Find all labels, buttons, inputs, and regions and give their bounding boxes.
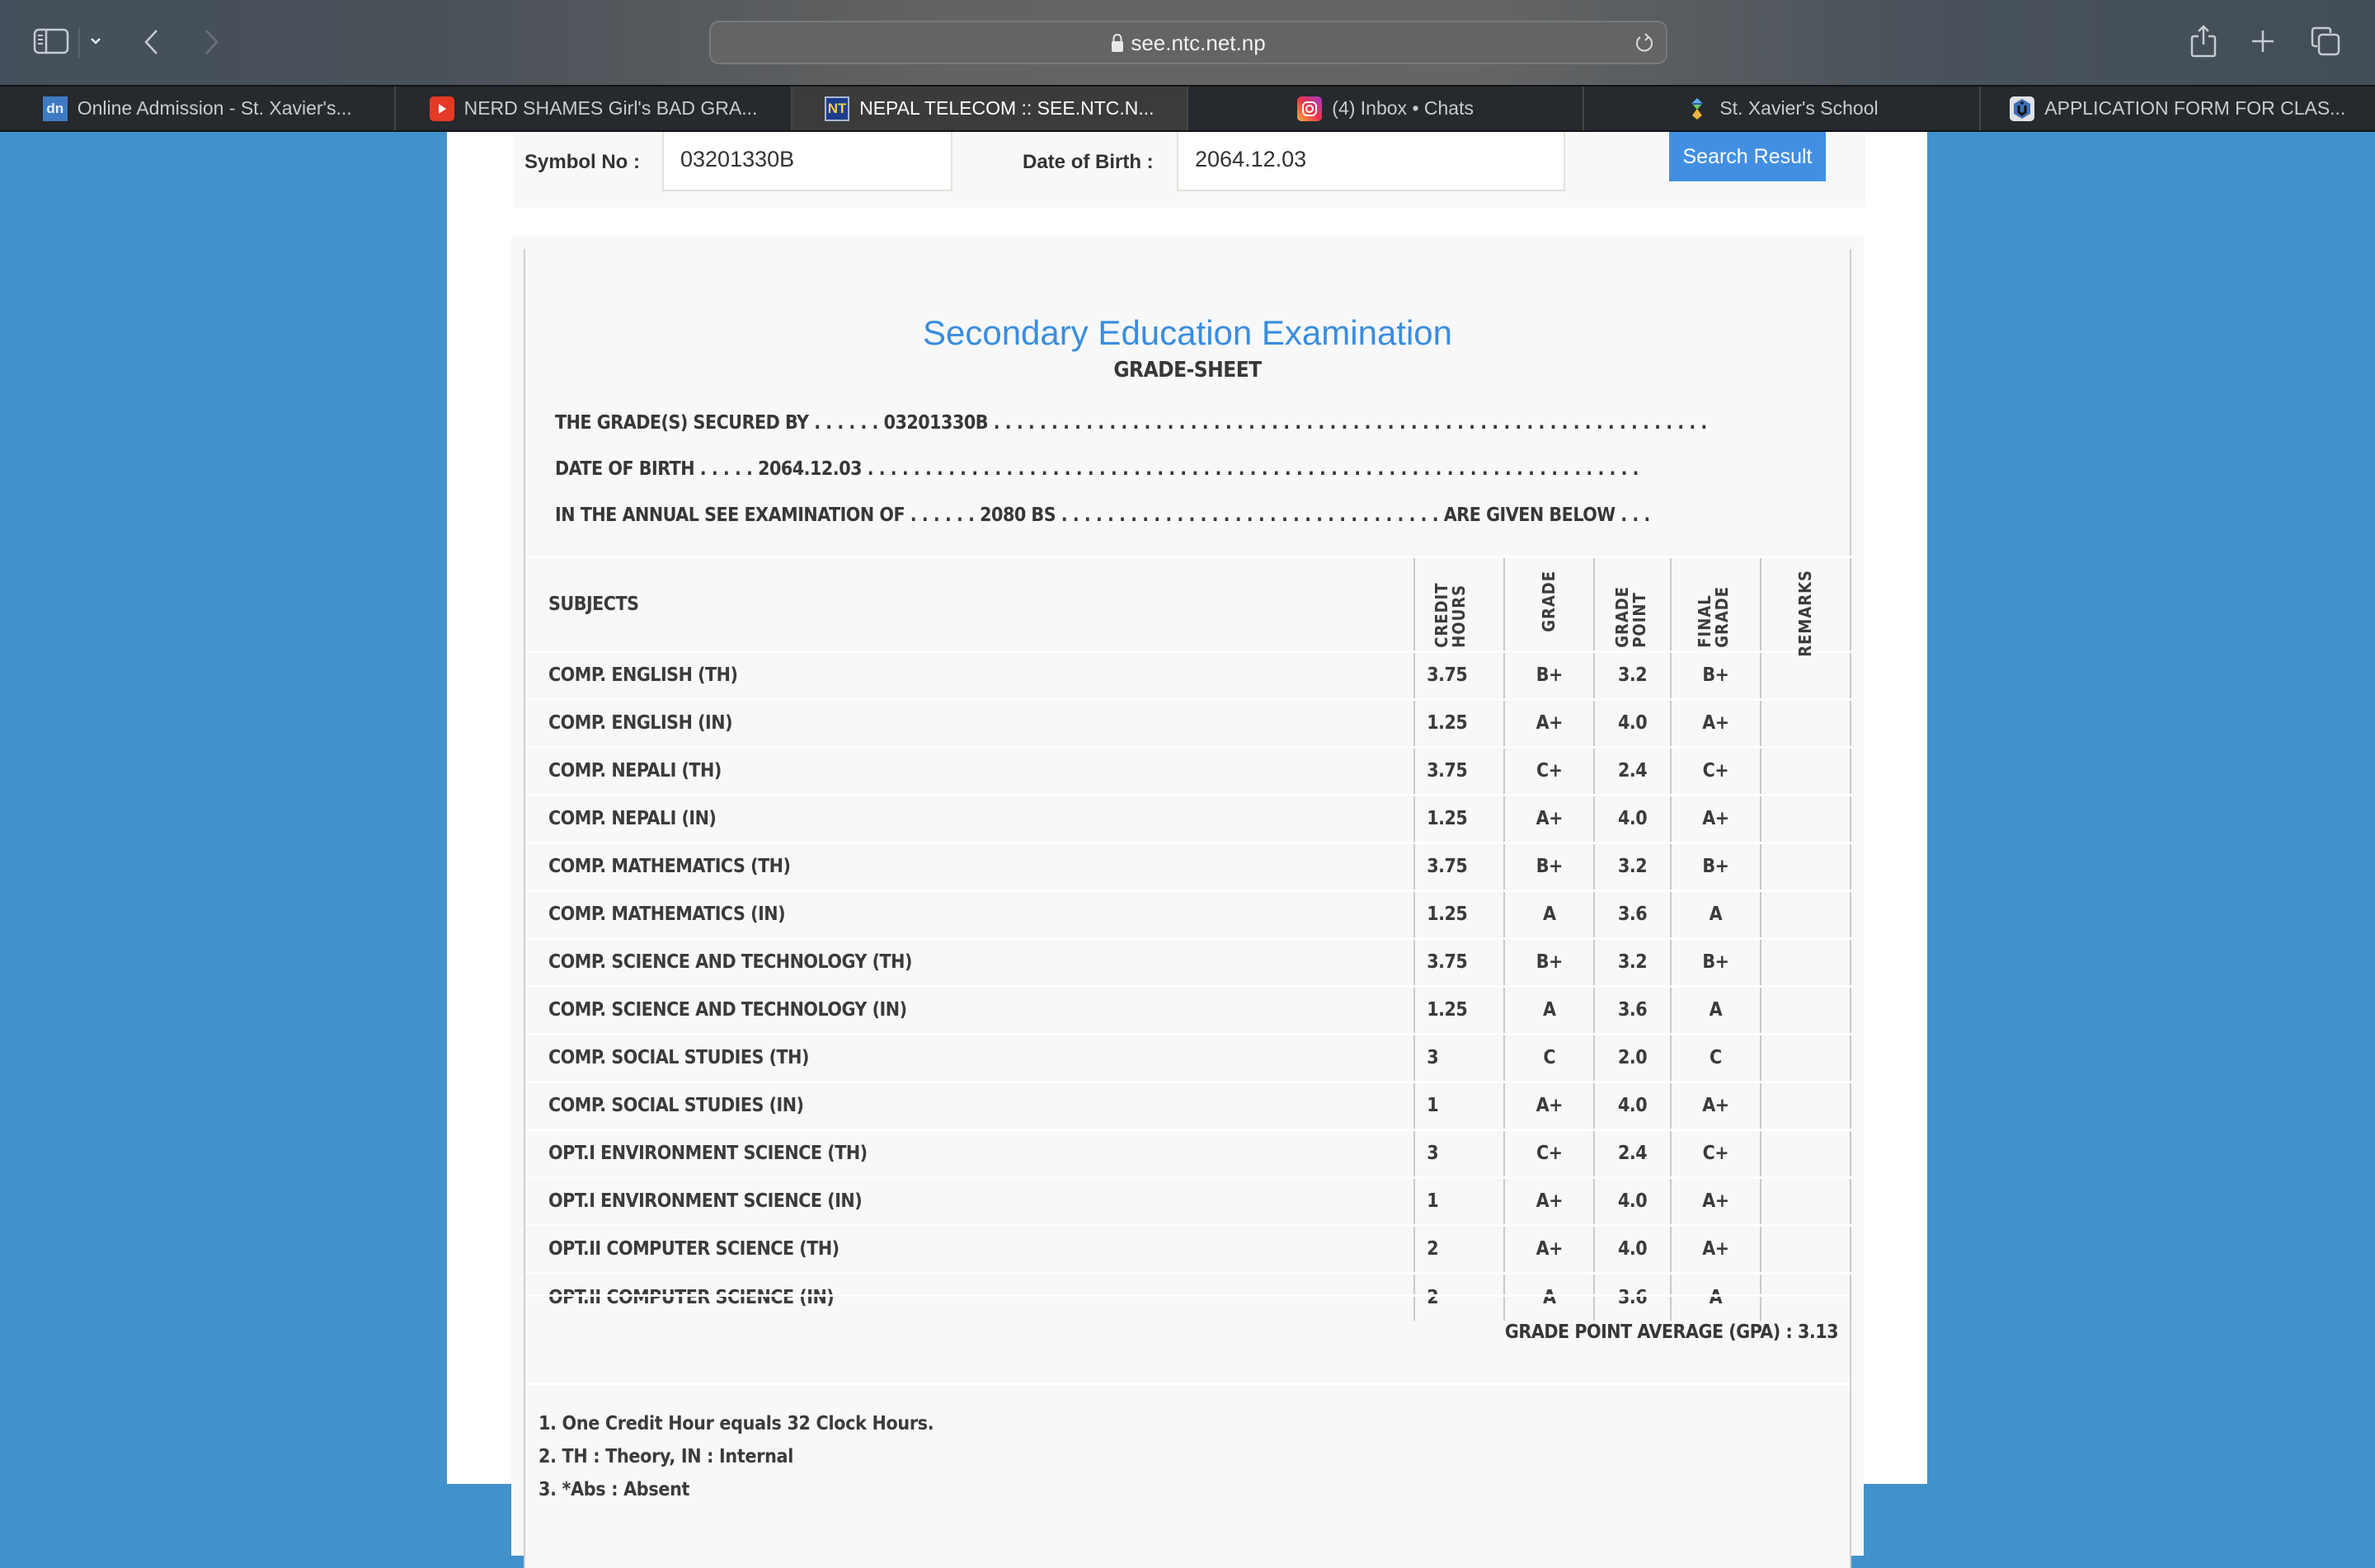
- subject-cell: COMP. SCIENCE AND TECHNOLOGY (IN): [525, 986, 1414, 1034]
- chevron-left-icon: [142, 28, 162, 56]
- remarks-cell: [1761, 795, 1851, 843]
- grade-point-cell: 4.0: [1594, 795, 1671, 843]
- new-tab-button[interactable]: [2251, 30, 2274, 53]
- grade-point-cell: 4.0: [1594, 1177, 1671, 1225]
- credit-hours-cell: 3.75: [1414, 843, 1504, 890]
- remarks-cell: [1761, 1034, 1851, 1082]
- final-grade-cell: A: [1671, 986, 1761, 1034]
- final-grade-cell: A+: [1671, 795, 1761, 843]
- subject-cell: COMP. SCIENCE AND TECHNOLOGY (TH): [525, 938, 1414, 986]
- header-grade-point: GRADE POINT: [1594, 557, 1671, 652]
- notes-list: [538, 1413, 934, 1512]
- grade-point-cell: 4.0: [1594, 1225, 1671, 1273]
- grade-point-cell: 3.6: [1594, 1273, 1671, 1321]
- table-row: [525, 1225, 1851, 1273]
- grade-sheet: [524, 249, 1851, 1568]
- grade-cell: A: [1504, 1273, 1594, 1321]
- grade-point-cell: 3.6: [1594, 890, 1671, 938]
- table-row: [525, 1129, 1851, 1177]
- chevron-right-icon: [201, 28, 221, 56]
- browser-tab[interactable]: [1188, 87, 1584, 130]
- address-bar[interactable]: [709, 21, 1667, 64]
- grade-cell: A+: [1504, 1177, 1594, 1225]
- credit-hours-cell: 3: [1414, 1129, 1504, 1177]
- header-remarks: REMARKS: [1761, 557, 1851, 652]
- final-grade-cell: A+: [1671, 1225, 1761, 1273]
- subject-cell: COMP. SOCIAL STUDIES (IN): [525, 1082, 1414, 1129]
- credit-hours-cell: 2: [1414, 1225, 1504, 1273]
- table-row: [525, 795, 1851, 843]
- forward-button[interactable]: [201, 28, 221, 56]
- remarks-cell: [1761, 843, 1851, 890]
- school-crest-favicon-icon: [1685, 96, 1710, 121]
- credit-hours-cell: 1.25: [1414, 699, 1504, 747]
- table-row: [525, 699, 1851, 747]
- search-result-button[interactable]: Search Result: [1667, 132, 1827, 183]
- subject-cell: COMP. MATHEMATICS (IN): [525, 890, 1414, 938]
- date-of-birth-line: DATE OF BIRTH . . . . . 2064.12.03 . . . . . . . . . . . . . . . . . . . . . . . . . . . . . . . . . . . . . . . . . . . . . . . . . . . . . . . . . . . . . . . . . . .: [555, 458, 1639, 480]
- remarks-cell: [1761, 890, 1851, 938]
- share-icon: [2189, 25, 2217, 58]
- table-row: [525, 1034, 1851, 1082]
- header-subjects: SUBJECTS: [525, 557, 1414, 652]
- grade-cell: B+: [1504, 843, 1594, 890]
- grade-cell: C+: [1504, 747, 1594, 795]
- search-form: [513, 132, 1865, 208]
- grades-table: [525, 556, 1851, 1321]
- table-header-row: [525, 557, 1851, 652]
- subject-cell: OPT.II COMPUTER SCIENCE (IN): [525, 1273, 1414, 1321]
- youtube-favicon-icon: [430, 96, 454, 121]
- symbol-no-input[interactable]: 03201330B: [662, 132, 952, 191]
- header-grade: GRADE: [1504, 557, 1594, 652]
- grade-cell: A+: [1504, 1225, 1594, 1273]
- grade-cell: A: [1504, 986, 1594, 1034]
- grades-table-body: [525, 651, 1851, 1321]
- browser-toolbar: [0, 0, 2375, 85]
- chevron-down-icon: [89, 36, 102, 46]
- credit-hours-cell: 1.25: [1414, 986, 1504, 1034]
- browser-tab[interactable]: [396, 87, 792, 130]
- table-row: [525, 747, 1851, 795]
- final-grade-cell: A+: [1671, 1177, 1761, 1225]
- date-of-birth-input[interactable]: 2064.12.03: [1177, 132, 1565, 191]
- tab-bar: [0, 85, 2375, 132]
- grade-point-cell: 2.4: [1594, 1129, 1671, 1177]
- table-row: [525, 986, 1851, 1034]
- grade-cell: C: [1504, 1034, 1594, 1082]
- final-grade-cell: A+: [1671, 1082, 1761, 1129]
- tab-title: NEPAL TELECOM :: SEE.NTC.N...: [859, 97, 1155, 119]
- note-item: 1. One Credit Hour equals 32 Clock Hours.: [538, 1413, 934, 1434]
- final-grade-cell: A: [1671, 890, 1761, 938]
- grade-point-cell: 2.0: [1594, 1034, 1671, 1082]
- share-button[interactable]: [2189, 25, 2217, 58]
- exam-title: Secondary Education Examination: [922, 313, 1453, 352]
- sidebar-toggle-button[interactable]: [33, 28, 69, 54]
- subject-cell: OPT.II COMPUTER SCIENCE (TH): [525, 1225, 1414, 1273]
- note-item: 3. *Abs : Absent: [538, 1479, 690, 1500]
- credit-hours-cell: 1.25: [1414, 795, 1504, 843]
- credit-hours-cell: 3.75: [1414, 651, 1504, 699]
- credit-hours-cell: 1: [1414, 1082, 1504, 1129]
- subject-cell: COMP. NEPALI (IN): [525, 795, 1414, 843]
- remarks-cell: [1761, 1177, 1851, 1225]
- tab-title: APPLICATION FORM FOR CLAS...: [2044, 97, 2346, 119]
- reload-button[interactable]: [1633, 32, 1656, 55]
- tab-title: Online Admission - St. Xavier's...: [77, 97, 352, 119]
- final-grade-cell: C+: [1671, 1129, 1761, 1177]
- instagram-favicon-icon: [1297, 96, 1322, 121]
- grade-cell: B+: [1504, 651, 1594, 699]
- subject-cell: COMP. ENGLISH (IN): [525, 699, 1414, 747]
- subject-cell: OPT.I ENVIRONMENT SCIENCE (TH): [525, 1129, 1414, 1177]
- table-row: [525, 1082, 1851, 1129]
- grade-cell: B+: [1504, 938, 1594, 986]
- grade-point-cell: 4.0: [1594, 699, 1671, 747]
- remarks-cell: [1761, 986, 1851, 1034]
- note-item: 2. TH : Theory, IN : Internal: [538, 1446, 793, 1467]
- final-grade-cell: B+: [1671, 938, 1761, 986]
- header-final-grade: FINAL GRADE: [1671, 557, 1761, 652]
- reload-icon: [1634, 32, 1655, 55]
- subject-cell: OPT.I ENVIRONMENT SCIENCE (IN): [525, 1177, 1414, 1225]
- credit-hours-cell: 1.25: [1414, 890, 1504, 938]
- table-row: [525, 1177, 1851, 1225]
- grade-point-cell: 4.0: [1594, 1082, 1671, 1129]
- browser-tab-active[interactable]: [792, 87, 1188, 130]
- page-content: [447, 132, 1927, 1500]
- grade-point-cell: 3.2: [1594, 843, 1671, 890]
- grade-cell: A+: [1504, 1082, 1594, 1129]
- tab-title: St. Xavier's School: [1719, 97, 1879, 119]
- back-button[interactable]: [142, 28, 162, 56]
- final-grade-cell: B+: [1671, 843, 1761, 890]
- tab-title: (4) Inbox • Chats: [1332, 97, 1474, 119]
- result-container: [511, 237, 1864, 1556]
- grades-secured-by-line: THE GRADE(S) SECURED BY . . . . . . 03201330B . . . . . . . . . . . . . . . . . . . . . . . . . . . . . . . . . . . . . . . . . . . . . . . . . . . . . . . . . . . . . .: [555, 412, 1707, 434]
- symbol-no-label: Symbol No :: [524, 151, 641, 173]
- tab-overview-button[interactable]: [2311, 26, 2340, 56]
- lock-icon: [1111, 33, 1124, 53]
- remarks-cell: [1761, 699, 1851, 747]
- browser-tab[interactable]: [1981, 87, 2375, 130]
- credit-hours-cell: 2: [1414, 1273, 1504, 1321]
- table-row: [525, 938, 1851, 986]
- remarks-cell: [1761, 651, 1851, 699]
- table-row: [525, 843, 1851, 890]
- tab-overview-icon: [2311, 26, 2340, 56]
- exam-year-line: IN THE ANNUAL SEE EXAMINATION OF . . . . . . 2080 BS . . . . . . . . . . . . . . . . . . . . . . . . . . . . . . . . . ARE GIVEN BELOW . . .: [555, 505, 1650, 526]
- nt-favicon-icon: NT: [825, 96, 849, 121]
- final-grade-cell: A+: [1671, 699, 1761, 747]
- sidebar-icon: [33, 28, 69, 54]
- grade-sheet-title: GRADE-SHEET: [1113, 358, 1262, 383]
- final-grade-cell: C+: [1671, 747, 1761, 795]
- remarks-cell: [1761, 1129, 1851, 1177]
- dn-favicon-icon: dn: [43, 96, 68, 121]
- gpa-value: GRADE POINT AVERAGE (GPA) : 3.13: [1504, 1322, 1838, 1343]
- subject-cell: COMP. MATHEMATICS (TH): [525, 843, 1414, 890]
- plus-icon: [2251, 30, 2274, 53]
- credit-hours-cell: 1: [1414, 1177, 1504, 1225]
- gpa-row: [525, 1294, 1850, 1385]
- header-credit-hours: CREDIT HOURS: [1414, 557, 1504, 652]
- grade-cell: C+: [1504, 1129, 1594, 1177]
- toolbar-divider: [78, 28, 80, 58]
- tab-title: NERD SHAMES Girl's BAD GRA...: [463, 97, 758, 119]
- table-row: [525, 651, 1851, 699]
- remarks-cell: [1761, 938, 1851, 986]
- app-form-favicon-icon: [2010, 96, 2034, 121]
- grade-point-cell: 2.4: [1594, 747, 1671, 795]
- remarks-cell: [1761, 1082, 1851, 1129]
- subject-cell: COMP. ENGLISH (TH): [525, 651, 1414, 699]
- remarks-cell: [1761, 747, 1851, 795]
- final-grade-cell: B+: [1671, 651, 1761, 699]
- browser-tab[interactable]: [1584, 87, 1980, 130]
- subject-cell: COMP. SOCIAL STUDIES (TH): [525, 1034, 1414, 1082]
- grade-cell: A: [1504, 890, 1594, 938]
- credit-hours-cell: 3.75: [1414, 747, 1504, 795]
- grade-cell: A+: [1504, 699, 1594, 747]
- tab-group-dropdown-button[interactable]: [87, 33, 104, 49]
- final-grade-cell: C: [1671, 1034, 1761, 1082]
- remarks-cell: [1761, 1225, 1851, 1273]
- grade-point-cell: 3.6: [1594, 986, 1671, 1034]
- url-text: see.ntc.net.np: [1131, 31, 1266, 55]
- credit-hours-cell: 3: [1414, 1034, 1504, 1082]
- date-of-birth-label: Date of Birth :: [1023, 151, 1154, 173]
- grade-point-cell: 3.2: [1594, 938, 1671, 986]
- credit-hours-cell: 3.75: [1414, 938, 1504, 986]
- grade-cell: A+: [1504, 795, 1594, 843]
- grade-point-cell: 3.2: [1594, 651, 1671, 699]
- subject-cell: COMP. NEPALI (TH): [525, 747, 1414, 795]
- browser-tab[interactable]: [0, 87, 396, 130]
- final-grade-cell: A: [1671, 1273, 1761, 1321]
- table-row: [525, 890, 1851, 938]
